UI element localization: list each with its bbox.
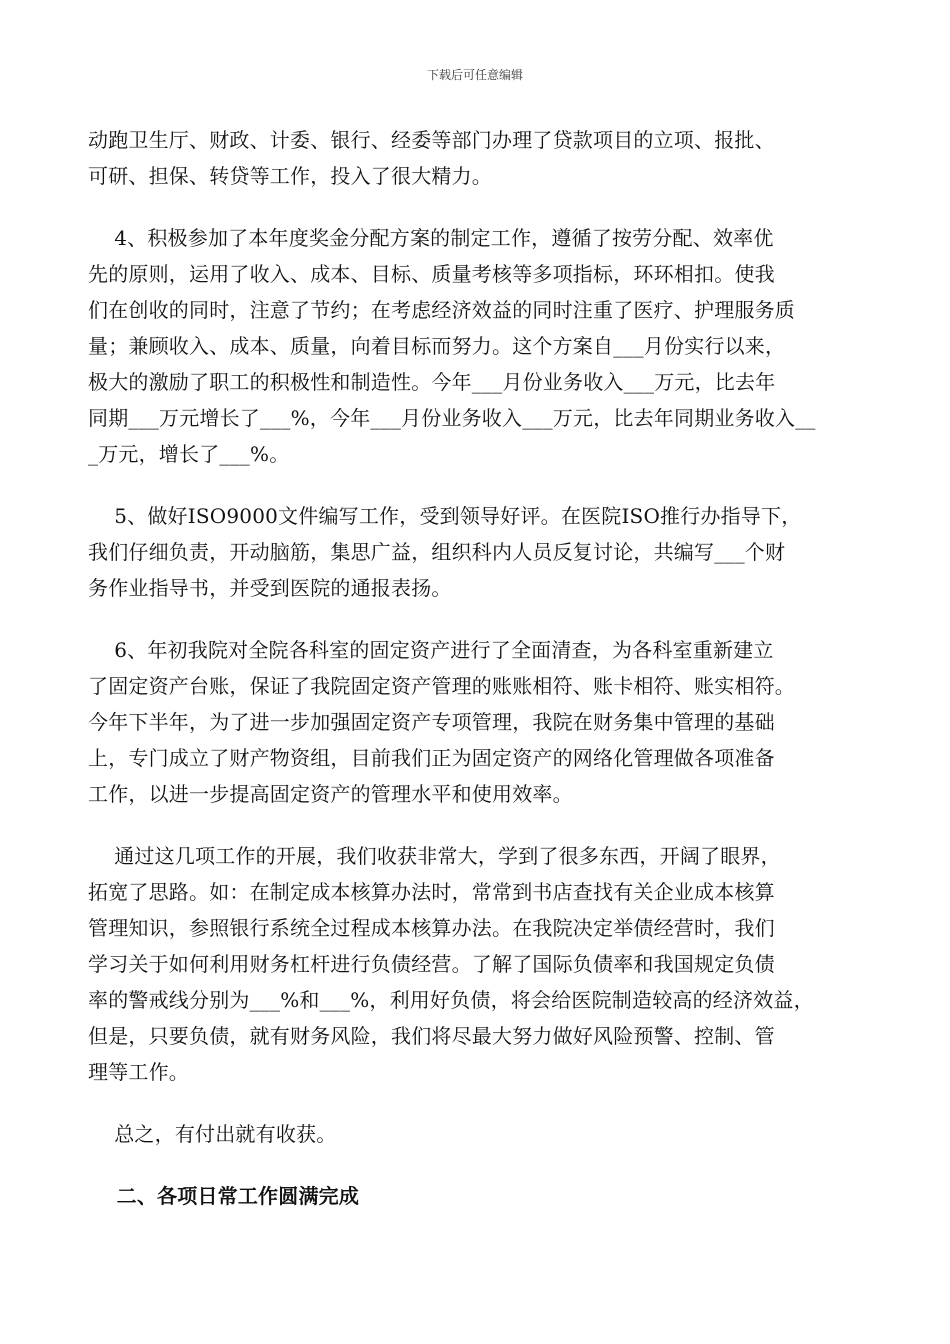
text-line: 拓宽了思路。如：在制定成本核算办法时，常常到书店查找有关企业成本核算 bbox=[88, 880, 775, 904]
document-body bbox=[88, 122, 868, 1240]
paragraph-2 bbox=[88, 220, 868, 472]
page-header: 下载后可任意编辑 bbox=[426, 68, 523, 82]
text-line: 5、做好ISO9000文件编写工作，受到领导好评。在医院ISO推行办指导下， bbox=[88, 504, 802, 528]
text-line: 动跑卫生厅、财政、计委、银行、经委等部门办理了贷款项目的立项、报批、 bbox=[88, 128, 775, 152]
section-heading: 二、各项日常工作圆满完成 bbox=[88, 1184, 360, 1208]
paragraph-5 bbox=[88, 838, 868, 1090]
text-line: 通过这几项工作的开展，我们收获非常大，学到了很多东西，开阔了眼界， bbox=[88, 844, 781, 868]
text-line: 们在创收的同时，注意了节约；在考虑经济效益的同时注重了医疗、护理服务质 bbox=[88, 298, 795, 322]
paragraph-4 bbox=[88, 632, 868, 812]
text-line: 但是，只要负债，就有财务风险，我们将尽最大努力做好风险预警、控制、管 bbox=[88, 1024, 775, 1048]
text-line: 可研、担保、转贷等工作，投入了很大精力。 bbox=[88, 164, 492, 188]
text-line: 总之，有付出就有收获。 bbox=[88, 1122, 337, 1146]
text-line: 极大的激励了职工的积极性和制造性。今年___月份业务收入___万元，比去年 bbox=[88, 370, 776, 394]
paragraph-3 bbox=[88, 498, 868, 606]
text-line: 6、年初我院对全院各科室的固定资产进行了全面清查，为各科室重新建立 bbox=[88, 638, 774, 662]
text-line: 工作，以进一步提高固定资产的管理水平和使用效率。 bbox=[88, 782, 573, 806]
paragraph-1 bbox=[88, 122, 868, 194]
text-line: 了固定资产台账，保证了我院固定资产管理的账账相符、账卡相符、账实相符。 bbox=[88, 674, 795, 698]
text-line: 学习关于如何利用财务杠杆进行负债经营。了解了国际负债率和我国规定负债 bbox=[88, 952, 775, 976]
text-line: 管理知识，参照银行系统全过程成本核算办法。在我院决定举债经营时，我们 bbox=[88, 916, 775, 940]
text-line: 上，专门成立了财产物资组，目前我们正为固定资产的网络化管理做各项准备 bbox=[88, 746, 775, 770]
text-line: 我们仔细负责，开动脑筋，集思广益，组织科内人员反复讨论，共编写___个财 bbox=[88, 540, 786, 564]
text-line: 率的警戒线分别为___%和___%，利用好负债，将会给医院制造较高的经济效益， bbox=[88, 988, 814, 1012]
text-line: _万元，增长了___%。 bbox=[88, 442, 290, 466]
text-line: 先的原则，运用了收入、成本、目标、质量考核等多项指标，环环相扣。使我 bbox=[88, 262, 775, 286]
text-line: 务作业指导书，并受到医院的通报表扬。 bbox=[88, 576, 452, 600]
text-line: 同期___万元增长了___%，今年___月份业务收入___万元，比去年同期业务收入__ bbox=[88, 406, 816, 430]
text-line: 理等工作。 bbox=[88, 1060, 189, 1084]
text-line: 今年下半年，为了进一步加强固定资产专项管理，我院在财务集中管理的基础 bbox=[88, 710, 775, 734]
paragraph-6 bbox=[88, 1116, 868, 1152]
text-line: 4、积极参加了本年度奖金分配方案的制定工作，遵循了按劳分配、效率优 bbox=[88, 226, 774, 250]
section-heading-block bbox=[88, 1178, 868, 1214]
text-line: 量；兼顾收入、成本、质量，向着目标而努力。这个方案自___月份实行以来， bbox=[88, 334, 786, 358]
